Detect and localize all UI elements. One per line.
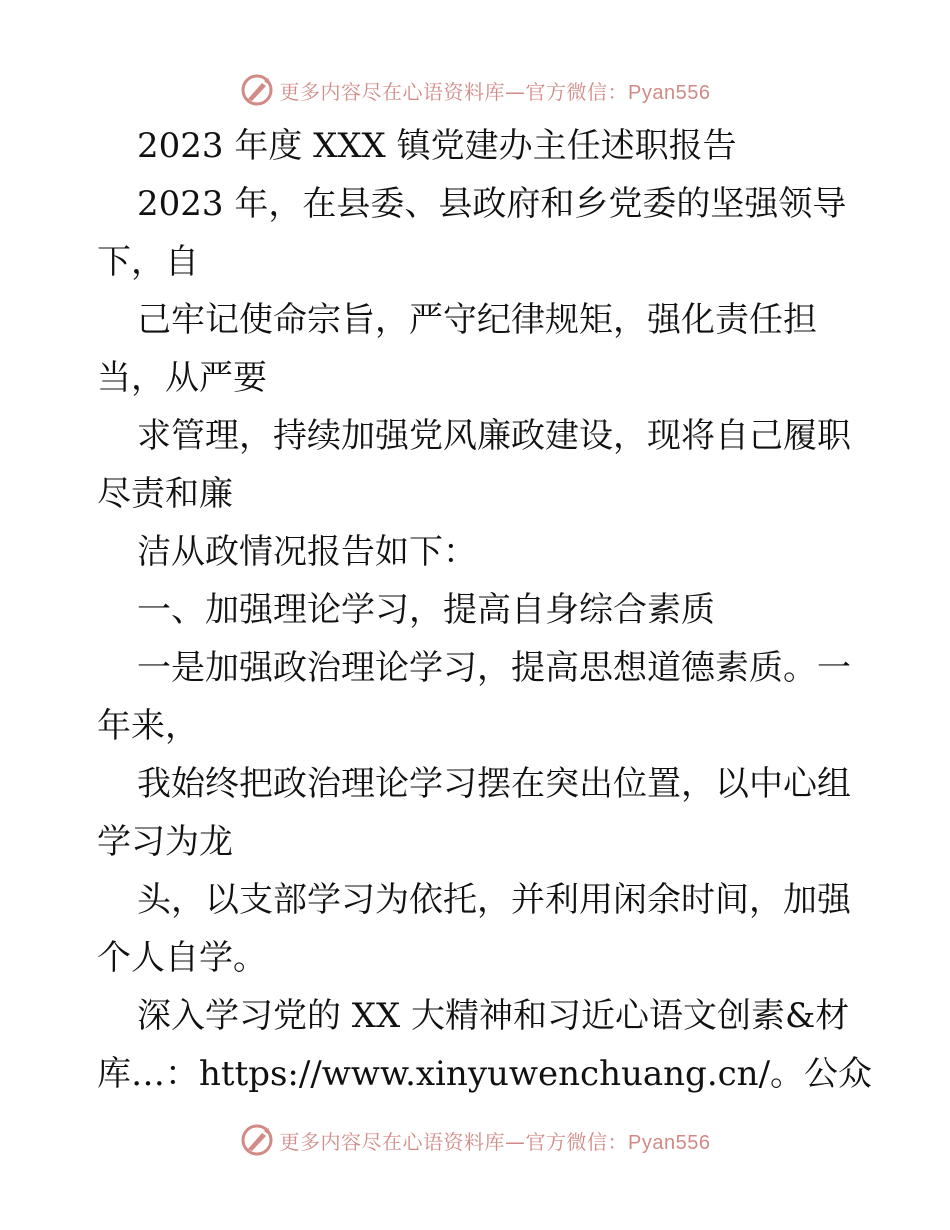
paragraph-line: 尽责和廉 bbox=[97, 474, 233, 514]
pen-circle-logo-icon bbox=[240, 1123, 274, 1157]
paragraph-line: 洁从政情况报告如下： bbox=[137, 532, 477, 572]
document-title: 2023 年度 XXX 镇党建办主任述职报告 bbox=[137, 126, 737, 166]
paragraph-line: 己牢记使命宗旨，严守纪律规矩，强化责任担 bbox=[137, 300, 817, 340]
paragraph-line: 学习为龙 bbox=[97, 822, 233, 862]
paragraph-line: 一是加强政治理论学习，提高思想道德素质。一 bbox=[137, 648, 851, 688]
paragraph-line: 深入学习党的 XX 大精神和习近心语文创素&材 bbox=[137, 996, 850, 1036]
paragraph-line: 我始终把政治理论学习摆在突出位置，以中心组 bbox=[137, 764, 851, 804]
paragraph-line: 2023 年，在县委、县政府和乡党委的坚强领导 bbox=[137, 184, 847, 224]
watermark-text: 更多内容尽在心语资料库—官方微信：Pyan556 bbox=[279, 79, 711, 104]
pen-circle-logo-icon bbox=[240, 73, 274, 107]
paragraph-line: 下，自 bbox=[97, 242, 199, 282]
watermark-footer bbox=[0, 1120, 950, 1160]
paragraph-line: 头，以支部学习为依托，并利用闲余时间，加强 bbox=[137, 880, 851, 920]
paragraph-line: 年来， bbox=[97, 706, 199, 746]
paragraph-line: 求管理，持续加强党风廉政建设，现将自己履职 bbox=[137, 416, 851, 456]
watermark-header bbox=[0, 70, 950, 110]
watermark-text: 更多内容尽在心语资料库—官方微信：Pyan556 bbox=[279, 1129, 711, 1154]
section-heading: 一、加强理论学习，提高自身综合素质 bbox=[137, 590, 715, 630]
paragraph-line: 个人自学。 bbox=[97, 938, 267, 978]
paragraph-line: 当，从严要 bbox=[97, 358, 267, 398]
paragraph-line-with-url: 库…：https://www.xinyuwenchuang.cn/。公众 bbox=[97, 1054, 873, 1094]
